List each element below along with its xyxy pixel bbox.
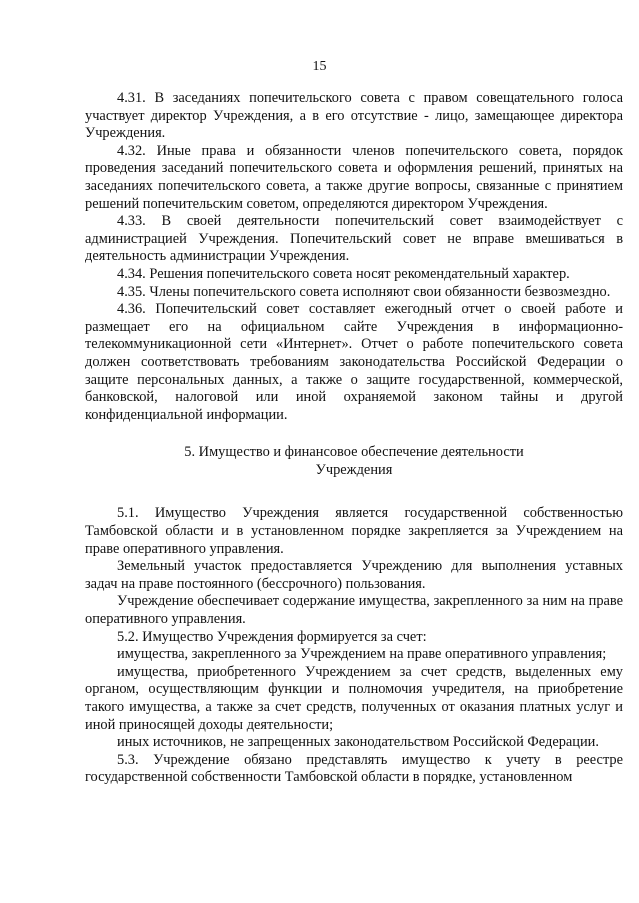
- page-number: 15: [312, 59, 327, 74]
- paragraph-5-2: 5.2. Имущество Учреждения формируется за счет:: [117, 628, 427, 645]
- paragraph-4-35: 4.35. Члены попечительского совета исполняют свои обязанности безвозмездно.: [117, 283, 611, 300]
- section-heading-line-2: Учреждения: [315, 461, 393, 478]
- paragraph-4-31: 4.31. В заседаниях попечительского совета с правом совещательного голоса участвует директор Учреждения, а в его отсутствие - лицо, замещающее директора Учреждения.: [85, 90, 623, 142]
- list-item-acquired-property: имущества, приобретенного Учреждением за счет средств, выделенных ему органом, осуществляющим функции и полномочия учредителя, на приобретение такого имущества, а также за счет средств, полученных от оказания платных услуг и иной приносящей доходы деятельности;: [85, 663, 623, 733]
- list-item-operational-management: имущества, закрепленного за Учреждением на праве оперативного управления;: [117, 646, 607, 663]
- section-heading: [85, 444, 623, 479]
- list-item-other-sources: иных источников, не запрещенных законодательством Российской Федерации.: [117, 734, 599, 751]
- paragraph-land-plot: Земельный участок предоставляется Учреждению для выполнения уставных задач на праве постоянного (бессрочного) пользования.: [85, 558, 623, 592]
- document-body: [85, 90, 623, 787]
- paragraph-4-34: 4.34. Решения попечительского совета носят рекомендательный характер.: [117, 265, 570, 282]
- paragraph-5-1: 5.1. Имущество Учреждения является государственной собственностью Тамбовской области и в установленном порядке закрепляется за Учреждением на праве оперативного управления.: [85, 505, 623, 557]
- paragraph-4-36: 4.36. Попечительский совет составляет ежегодный отчет о своей работе и размещает его на официальном сайте Учреждения в информационно-телекоммуникационной сети «Интернет». Отчет о работе попечительского совета должен соответствовать требованиям законодательства Российской Федерации о защите персональных данных, а также о защите государственной, коммерческой, банковской, налоговой или иной охраняемой законом тайны и другой конфиденциальной информации.: [85, 301, 623, 423]
- paragraph-4-33: 4.33. В своей деятельности попечительский совет взаимодействует с администрацией Учреждения. Попечительский совет не вправе вмешиваться в деятельность администрации Учреждения.: [85, 213, 623, 265]
- paragraph-4-32: 4.32. Иные права и обязанности членов попечительского совета, порядок проведения заседаний попечительского совета и оформления решений, принятых на заседаниях попечительского совета, а также другие вопросы, связанные с принятием решений попечительским советом, определяются директором Учреждения.: [85, 142, 623, 212]
- paragraph-property-maintenance: Учреждение обеспечивает содержание имущества, закрепленного за ним на праве оперативного управления.: [85, 593, 623, 628]
- paragraph-5-3: 5.3. Учреждение обязано представлять имущество к учету в реестре государственной собственности Тамбовской области в порядке, установленном: [85, 751, 623, 786]
- section-heading-line-1: 5. Имущество и финансовое обеспечение деятельности: [184, 444, 524, 461]
